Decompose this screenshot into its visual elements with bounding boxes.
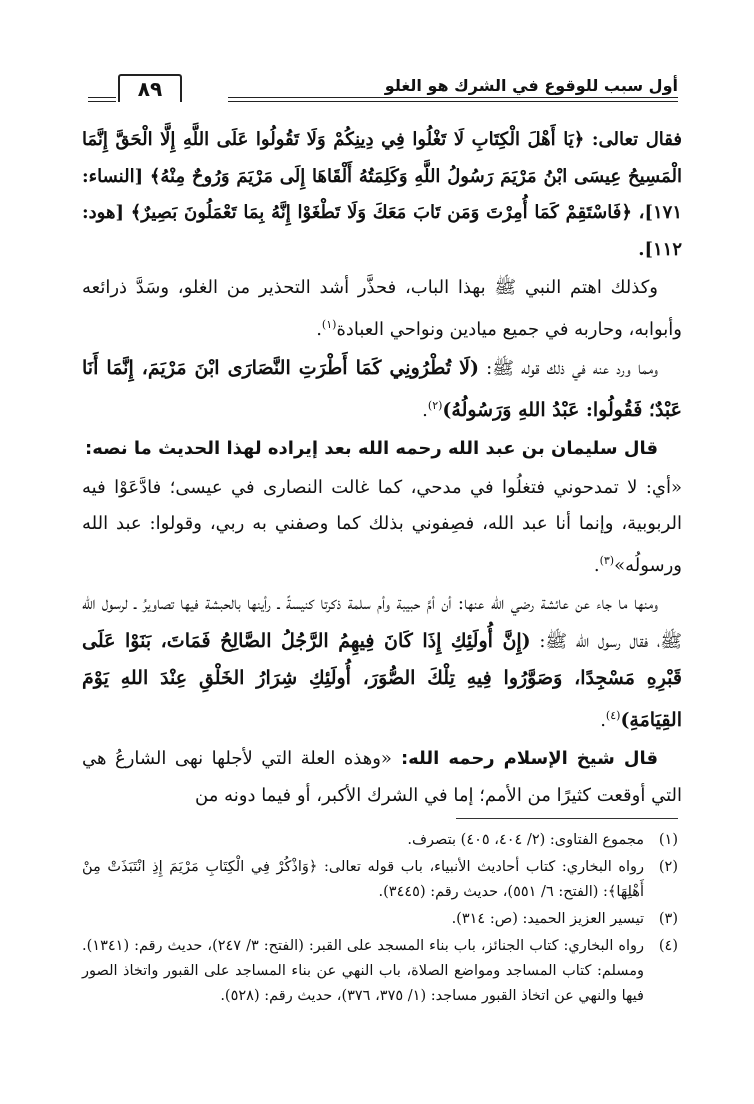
footnote-text: تيسير العزيز الحميد: (ص: ٣١٤).	[451, 911, 644, 927]
paragraph-text: ومما ورد عنه في ذلك قوله ﷺ:	[478, 358, 658, 379]
paragraph-text: ومنها ما جاء عن عائشة رضي الله عنها: أن أمَّ حبيبة وأم سلمة ذكرتا كنيسةً ـ رأينها بالحبشة فيها تصاويرُ ـ لرسول الله ﷺ، فقال رسول الله ﷺ:	[82, 593, 683, 652]
hadith-quote: (لَا تُطْرُونِي كَمَا أَطْرَتِ النَّصَارَى ابْنَ مَرْيَمَ، إِنَّمَا أَنَا عَبْدٌ؛ فَقُولُوا: عَبْدُ اللهِ وَرَسُولُهُ)	[82, 357, 682, 421]
running-title: أول سبب للوقوع في الشرك هو الغلو	[384, 76, 678, 95]
speaker-label: قال شيخ الإسلام رحمه الله:	[391, 748, 658, 769]
paragraph-quran-verses	[82, 122, 682, 268]
header-left-rule-double	[88, 101, 116, 102]
footnote-number: (١)	[658, 832, 678, 848]
paragraph-commentary: «أي: لا تمدحوني فتغلُوا في مدحي، كما غالت النصارى في عيسى؛ فادَّعَوْا فيه الربوبية، وإنما أنا عبد الله، فصِفوني بذلك كما وصفني به ربي، وقولوا: عبد الله ورسولُه»$^{(٣)}$.	[82, 476, 682, 576]
footnote	[82, 855, 678, 905]
footnote-text: رواه البخاري: كتاب الجنائز، باب بناء المسجد على القبر: (الفتح: ٣/ ٢٤٧)، حديث رقم: (١٣٤١). ومسلم: كتاب المساجد ومواضع الصلاة، باب النهي عن بناء المساجد على القبور واتخاذ الصور فيها والنهي عن اتخاذ القبور مساجد: (١/ ٣٧٥، ٣٧٦)، حديث رقم: (٥٢٨).	[82, 938, 644, 1004]
footnote-number: (٣)	[658, 911, 678, 927]
footnote-ref: (٣)	[599, 553, 615, 567]
footnote	[82, 828, 678, 853]
paragraph-aisha-hadith: ومنها ما جاء عن عائشة رضي الله عنها: أن أمَّ حبيبة وأم سلمة ذكرتا كنيسةً ـ رأينها بالحبشة فيها تصاويرُ ـ لرسول الله ﷺ، فقال رسول الله ﷺ: (إِنَّ أُولَئِكِ إِذَا كَانَ فِيهِمُ الرَّجُلُ الصَّالِحُ فَمَاتَ، بَنَوْا عَلَى قَبْرِهِ مَسْجِدًا، وَصَوَّرُوا فِيهِ تِلْكَ الصُّوَرَ، أُولَئِكِ شِرَارُ الخَلْقِ عِنْدَ اللهِ يَوْمَ القِيَامَةِ)$^{(٤)}$.	[82, 593, 683, 731]
footnote-number: (٤)	[658, 938, 678, 954]
footnote	[82, 907, 678, 932]
paragraph-ibn-taymiyyah	[82, 741, 682, 814]
footnote	[82, 934, 678, 1009]
header-left-rule	[88, 97, 116, 98]
footnote-number: (٢)	[658, 859, 678, 875]
footnote-ref: (٤)	[605, 708, 621, 722]
paragraph-text: «وهذه العلة التي لأجلها نهى الشارعُ هي التي أوقعت كثيرًا من الأمم؛ إما في الشرك الأكبر، أو فيما دونه من	[82, 748, 682, 806]
footnotes	[82, 828, 678, 1011]
quran-quote: فقال تعالى: ﴿يَا أَهْلَ الْكِتَابِ لَا تَغْلُوا فِي دِينِكُمْ وَلَا تَقُولُوا عَلَى اللَّهِ إِلَّا الْحَقَّ إِنَّمَا الْمَسِيحُ عِيسَى ابْنُ مَرْيَمَ رَسُولُ اللَّهِ وَكَلِمَتُهُ أَلْقَاهَا إِلَى مَرْيَمَ وَرُوحٌ مِنْهُ﴾ [النساء: ١٧١]، ﴿فَاسْتَقِمْ كَمَا أُمِرْتَ وَمَن تَابَ مَعَكَ وَلَا تَطْغَوْا إِنَّهُ بِمَا تَعْمَلُونَ بَصِيرٌ﴾ [هود: ١١٢].	[82, 129, 683, 260]
footnote-ref: (٢)	[427, 398, 443, 412]
footnote-ref: (١)	[321, 317, 337, 331]
paragraph-hadith-intro: ومما ورد عنه في ذلك قوله ﷺ: (لَا تُطْرُونِي كَمَا أَطْرَتِ النَّصَارَى ابْنَ مَرْيَمَ، إِنَّمَا أَنَا عَبْدٌ؛ فَقُولُوا: عَبْدُ اللهِ وَرَسُولُهُ)$^{(٢)}$.	[82, 357, 682, 421]
footnote-text: مجموع الفتاوى: (٢/ ٤٠٤، ٤٠٥) بتصرف.	[407, 832, 644, 848]
main-text	[82, 122, 682, 816]
footnote-text: رواه البخاري: كتاب أحاديث الأنبياء، باب قوله تعالى: ﴿وَاذْكُرْ فِي الْكِتَابِ مَرْيَمَ إِذِ انْتَبَذَتْ مِنْ أَهْلِهَا﴾: (الفتح: ٦/ ٥٥١)، حديث رقم: (٣٤٤٥).	[82, 859, 644, 900]
page-header	[88, 72, 678, 112]
footnote-separator	[456, 818, 678, 819]
page-number: ٨٩	[118, 74, 182, 102]
paragraph-text: وكذلك اهتم النبي ﷺ بهذا الباب، فحذَّر أشد التحذير من الغلو، وسَدَّ ذرائعه وأبوابه، وحاربه في جميع ميادين ونواحي العبادة	[82, 277, 682, 340]
commentary-heading: قال سليمان بن عبد الله رحمه الله بعد إيراده لهذا الحديث ما نصه:	[85, 438, 658, 459]
paragraph-prophet-warning: وكذلك اهتم النبي ﷺ بهذا الباب، فحذَّر أشد التحذير من الغلو، وسَدَّ ذرائعه وأبوابه، وحاربه في جميع ميادين ونواحي العبادة$^{(١)}$.	[82, 277, 682, 340]
paragraph-text: «أي: لا تمدحوني فتغلُوا في مدحي، كما غالت النصارى في عيسى؛ فادَّعَوْا فيه الربوبية، وإنما أنا عبد الله، فصِفوني بذلك كما وصفني به ربي، وقولوا: عبد الله ورسولُه»	[82, 476, 682, 576]
hadith-quote: (إِنَّ أُولَئِكِ إِذَا كَانَ فِيهِمُ الرَّجُلُ الصَّالِحُ فَمَاتَ، بَنَوْا عَلَى قَبْرِهِ مَسْجِدًا، وَصَوَّرُوا فِيهِ تِلْكَ الصُّوَرَ، أُولَئِكِ شِرَارُ الخَلْقِ عِنْدَ اللهِ يَوْمَ القِيَامَةِ)	[82, 629, 682, 731]
header-rule	[228, 97, 678, 98]
header-rule-double	[228, 101, 678, 102]
